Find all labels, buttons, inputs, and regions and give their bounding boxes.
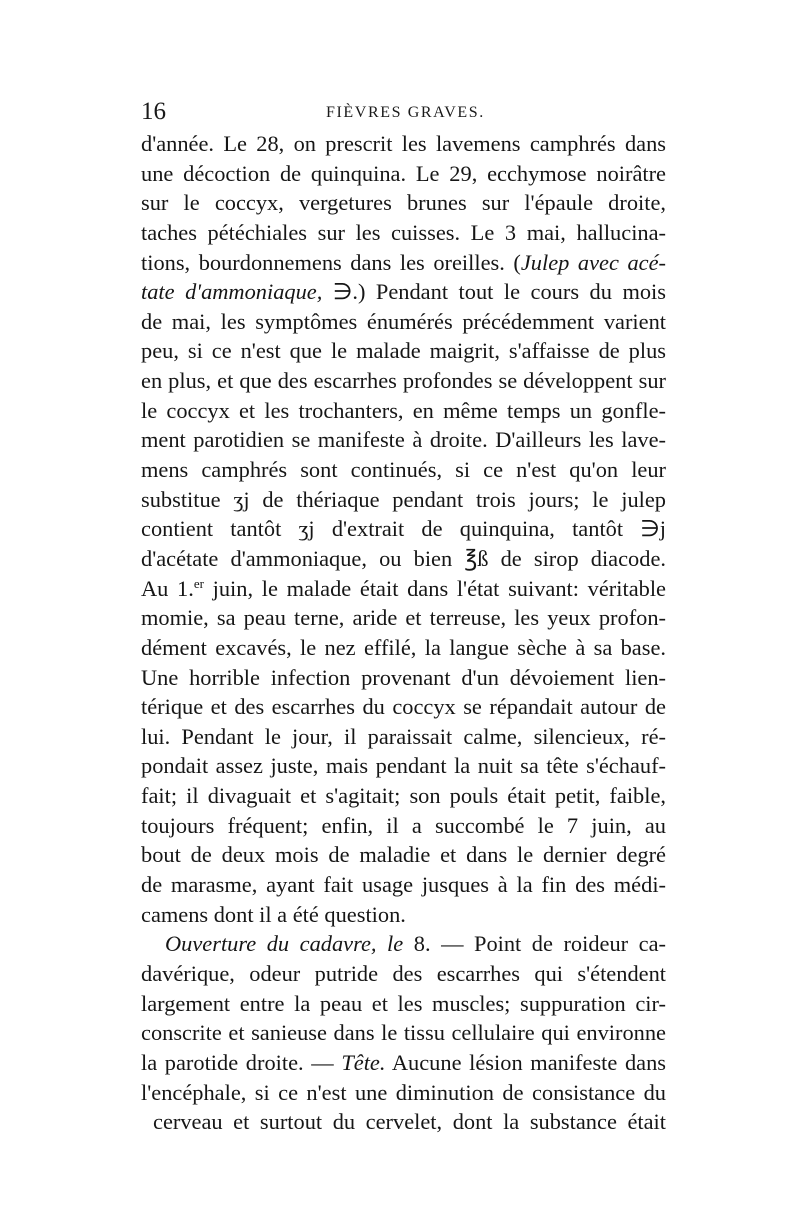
text-line: Une horrible infection provenant d'un dévoiement lien-	[141, 664, 666, 690]
text-line: térique et des escarrhes du coccyx se répandait autour de	[141, 694, 666, 720]
text-line: de marasme, ayant fait usage jusques à la fin des médi-	[141, 872, 666, 898]
text-line: pondait assez juste, mais pendant la nuit sa tête s'échauf-	[141, 753, 666, 779]
text-line: largement entre la peau et les muscles; suppuration cir-	[141, 990, 666, 1016]
text-line: de mai, les symptômes énumérés précédemment varient	[141, 308, 666, 334]
text-line: camens dont il a été question.	[141, 901, 406, 927]
text-line: d'acétate d'ammoniaque, ou bien ℥ß de sirop diacode.	[141, 545, 666, 571]
text-line: toujours fréquent; enfin, il a succombé le 7 juin, au	[141, 812, 666, 838]
text-line: contient tantôt ʒj d'extrait de quinquina, tantôt ∋j	[141, 516, 666, 542]
text-line: en plus, et que des escarrhes profondes se développent sur	[141, 368, 666, 394]
text-line: taches pétéchiales sur les cuisses. Le 3 mai, hallucina-	[141, 219, 666, 245]
body-text	[141, 129, 666, 1137]
text-line: mens camphrés sont continués, si ce n'est qu'on leur	[141, 457, 666, 483]
running-title: FIÈVRES GRAVES.	[326, 104, 485, 121]
text-line: Ouverture du cadavre, le 8. — Point de roideur ca-	[165, 931, 666, 957]
page-header	[141, 98, 666, 128]
text-line: davérique, odeur putride des escarrhes qui s'étendent	[141, 960, 666, 986]
text-line: l'encéphale, si ce n'est une diminution de consistance du	[141, 1079, 666, 1105]
text-line: Au 1.$^{er}$ juin, le malade était dans l'état suivant: véritable	[141, 575, 666, 601]
text-line: tate d'ammoniaque, ∋.) Pendant tout le cours du mois	[141, 279, 666, 305]
text-line: sur le coccyx, vergetures brunes sur l'épaule droite,	[141, 190, 666, 216]
text-line: cerveau et surtout du cervelet, dont la substance était	[153, 1109, 666, 1135]
text-line: fait; il divaguait et s'agitait; son pouls était petit, faible,	[141, 783, 666, 809]
text-line: dément excavés, le nez effilé, la langue sèche à sa base.	[141, 634, 666, 660]
text-line: lui. Pendant le jour, il paraissait calme, silencieux, ré-	[141, 723, 666, 749]
page-number: 16	[141, 98, 166, 125]
text-line: tions, bourdonnemens dans les oreilles. (Julep avec acé-	[141, 249, 666, 275]
text-line: conscrite et sanieuse dans le tissu cellulaire qui environne	[141, 1020, 666, 1046]
text-line: la parotide droite. — Tête. Aucune lésion manifeste dans	[141, 1049, 666, 1075]
text-line: substitue ʒj de thériaque pendant trois jours; le julep	[141, 486, 666, 512]
text-line: d'année. Le 28, on prescrit les lavemens camphrés dans	[141, 131, 666, 156]
text-line: une décoction de quinquina. Le 29, ecchymose noirâtre	[141, 160, 666, 186]
text-line: bout de deux mois de maladie et dans le dernier degré	[141, 842, 666, 868]
text-line: momie, sa peau terne, aride et terreuse, les yeux profon-	[141, 605, 666, 631]
text-line: peu, si ce n'est que le malade maigrit, s'affaisse de plus	[141, 338, 666, 364]
text-line: le coccyx et les trochanters, en même temps un gonfle-	[141, 397, 666, 423]
text-line: ment parotidien se manifeste à droite. D'ailleurs les lave-	[141, 427, 666, 453]
